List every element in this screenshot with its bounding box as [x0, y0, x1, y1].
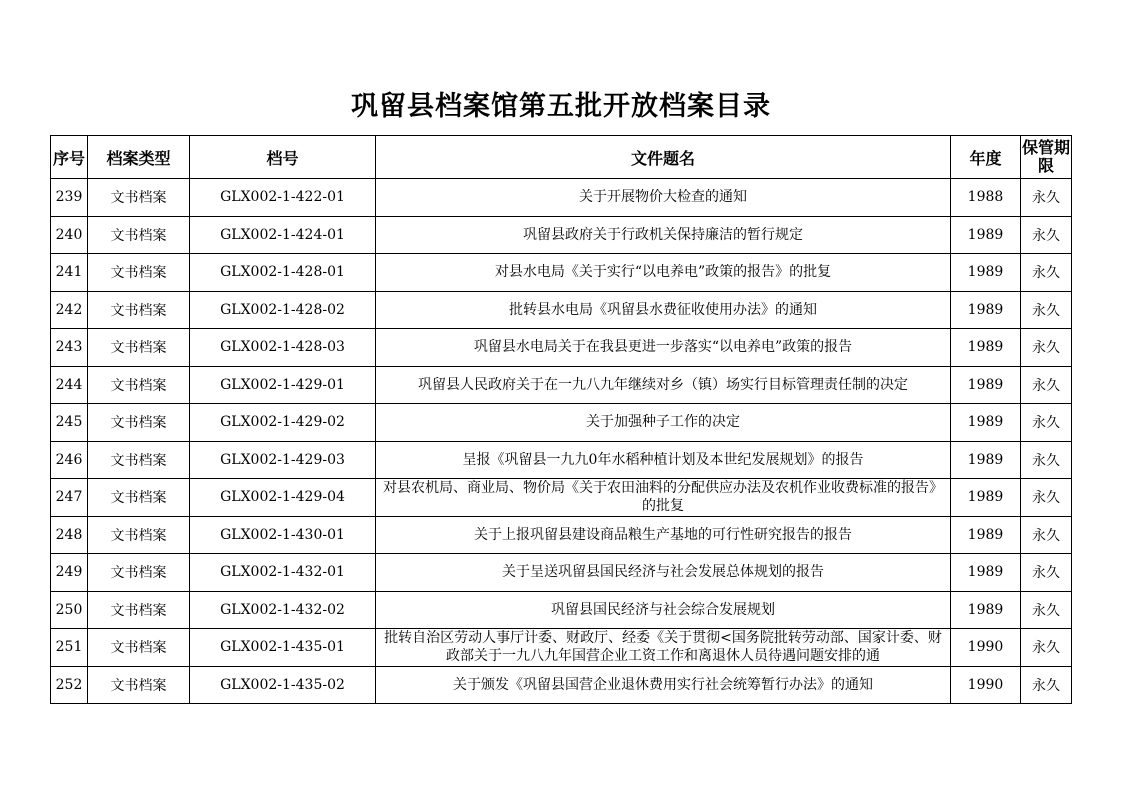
cell-retention: 永久: [1021, 591, 1072, 629]
cell-doc-title: [376, 591, 951, 629]
cell-type: 文书档案: [88, 329, 190, 367]
cell-archive-no: GLX002-1-435-01: [190, 629, 376, 667]
cell-retention: 永久: [1021, 179, 1072, 217]
doc-title-text: 关于上报巩留县建设商品粮生产基地的可行性研究报告的报告: [474, 526, 852, 543]
cell-seq: 248: [51, 516, 88, 554]
cell-doc-title: [376, 554, 951, 592]
cell-doc-title: [376, 441, 951, 479]
cell-seq: 250: [51, 591, 88, 629]
header-year: 年度: [951, 136, 1021, 179]
catalog-table: [50, 135, 1072, 704]
doc-title-text: 对县水电局《关于实行“以电养电”政策的报告》的批复: [494, 264, 832, 281]
doc-title-text: 对县农机局、商业局、物价局《关于农田油料的分配供应办法及农机作业收费标准的报告》的批复: [383, 480, 943, 515]
cell-type: 文书档案: [88, 441, 190, 479]
cell-archive-no: GLX002-1-429-04: [190, 479, 376, 517]
cell-seq: 252: [51, 666, 88, 704]
cell-type: 文书档案: [88, 179, 190, 217]
cell-doc-title: [376, 629, 951, 667]
cell-year: 1989: [951, 591, 1021, 629]
cell-doc-title: [376, 516, 951, 554]
cell-seq: 239: [51, 179, 88, 217]
cell-retention: 永久: [1021, 254, 1072, 292]
cell-year: 1989: [951, 254, 1021, 292]
doc-title-text: 关于开展物价大检查的通知: [579, 189, 747, 206]
cell-archive-no: GLX002-1-428-02: [190, 291, 376, 329]
cell-type: 文书档案: [88, 366, 190, 404]
cell-year: 1989: [951, 291, 1021, 329]
doc-title-text: 巩留县国民经济与社会综合发展规划: [551, 601, 775, 618]
cell-year: 1989: [951, 441, 1021, 479]
doc-title-text: 巩留县政府关于行政机关保持廉洁的暂行规定: [523, 226, 803, 243]
cell-type: 文书档案: [88, 479, 190, 517]
cell-seq: 240: [51, 216, 88, 254]
cell-retention: 永久: [1021, 629, 1072, 667]
cell-archive-no: GLX002-1-435-02: [190, 666, 376, 704]
cell-archive-no: GLX002-1-428-03: [190, 329, 376, 367]
cell-seq: 244: [51, 366, 88, 404]
cell-year: 1990: [951, 629, 1021, 667]
header-seq: 序号: [51, 136, 88, 179]
header-archive-no: 档号: [190, 136, 376, 179]
table-row: [51, 666, 1072, 704]
cell-archive-no: GLX002-1-429-03: [190, 441, 376, 479]
cell-type: 文书档案: [88, 629, 190, 667]
cell-doc-title: [376, 404, 951, 442]
cell-doc-title: [376, 329, 951, 367]
doc-title-text: 批转县水电局《巩留县水费征收使用办法》的通知: [509, 301, 817, 318]
cell-archive-no: GLX002-1-432-01: [190, 554, 376, 592]
cell-type: 文书档案: [88, 291, 190, 329]
cell-doc-title: [376, 216, 951, 254]
table-row: [51, 329, 1072, 367]
cell-doc-title: [376, 479, 951, 517]
table-row: [51, 629, 1072, 667]
header-retention: 保管期限: [1021, 136, 1072, 179]
doc-title-text: 呈报《巩留县一九九0年水稻种植计划及本世纪发展规划》的报告: [462, 451, 864, 468]
cell-retention: 永久: [1021, 216, 1072, 254]
cell-year: 1990: [951, 666, 1021, 704]
cell-seq: 241: [51, 254, 88, 292]
cell-year: 1989: [951, 216, 1021, 254]
cell-year: 1989: [951, 329, 1021, 367]
cell-seq: 245: [51, 404, 88, 442]
cell-retention: 永久: [1021, 666, 1072, 704]
cell-retention: 永久: [1021, 441, 1072, 479]
cell-retention: 永久: [1021, 479, 1072, 517]
table-row: [51, 591, 1072, 629]
cell-year: 1988: [951, 179, 1021, 217]
cell-archive-no: GLX002-1-424-01: [190, 216, 376, 254]
table-row: [51, 291, 1072, 329]
table-row: [51, 179, 1072, 217]
cell-retention: 永久: [1021, 329, 1072, 367]
cell-type: 文书档案: [88, 554, 190, 592]
cell-archive-no: GLX002-1-429-02: [190, 404, 376, 442]
cell-year: 1989: [951, 516, 1021, 554]
page-title: 巩留县档案馆第五批开放档案目录: [351, 91, 771, 122]
cell-retention: 永久: [1021, 554, 1072, 592]
cell-retention: 永久: [1021, 404, 1072, 442]
table-row: [51, 216, 1072, 254]
table-row: [51, 441, 1072, 479]
cell-retention: 永久: [1021, 291, 1072, 329]
cell-retention: 永久: [1021, 366, 1072, 404]
cell-type: 文书档案: [88, 404, 190, 442]
cell-doc-title: [376, 366, 951, 404]
cell-seq: 243: [51, 329, 88, 367]
doc-title-text: 批转自治区劳动人事厅计委、财政厅、经委《关于贯彻<国务院批转劳动部、国家计委、财政部关于一九八九年国营企业工资工作和离退休人员待遇问题安排的通: [384, 630, 942, 665]
cell-archive-no: GLX002-1-430-01: [190, 516, 376, 554]
cell-archive-no: GLX002-1-422-01: [190, 179, 376, 217]
cell-type: 文书档案: [88, 216, 190, 254]
doc-title-text: 关于呈送巩留县国民经济与社会发展总体规划的报告: [502, 564, 824, 581]
table-row: [51, 254, 1072, 292]
doc-title-text: 关于加强种子工作的决定: [586, 414, 740, 431]
cell-seq: 247: [51, 479, 88, 517]
header-type: 档案类型: [88, 136, 190, 179]
cell-type: 文书档案: [88, 666, 190, 704]
table-row: [51, 516, 1072, 554]
cell-retention: 永久: [1021, 516, 1072, 554]
cell-type: 文书档案: [88, 516, 190, 554]
table-row: [51, 366, 1072, 404]
cell-seq: 246: [51, 441, 88, 479]
cell-seq: 251: [51, 629, 88, 667]
doc-title-text: 巩留县人民政府关于在一九八九年继续对乡（镇）场实行目标管理责任制的决定: [418, 376, 908, 393]
table-header-row: [51, 136, 1072, 179]
cell-archive-no: GLX002-1-428-01: [190, 254, 376, 292]
cell-seq: 242: [51, 291, 88, 329]
table-row: [51, 554, 1072, 592]
cell-year: 1989: [951, 554, 1021, 592]
cell-year: 1989: [951, 404, 1021, 442]
header-doc-title: 文件题名: [376, 136, 951, 179]
cell-doc-title: [376, 254, 951, 292]
cell-doc-title: [376, 179, 951, 217]
cell-seq: 249: [51, 554, 88, 592]
doc-title-text: 关于颁发《巩留县国营企业退休费用实行社会统筹暂行办法》的通知: [453, 676, 873, 693]
doc-title-text: 巩留县水电局关于在我县更进一步落实“以电养电”政策的报告: [473, 339, 853, 356]
cell-year: 1989: [951, 479, 1021, 517]
cell-doc-title: [376, 291, 951, 329]
cell-type: 文书档案: [88, 591, 190, 629]
table-row: [51, 479, 1072, 517]
cell-archive-no: GLX002-1-432-02: [190, 591, 376, 629]
cell-archive-no: GLX002-1-429-01: [190, 366, 376, 404]
cell-type: 文书档案: [88, 254, 190, 292]
table-row: [51, 404, 1072, 442]
cell-year: 1989: [951, 366, 1021, 404]
cell-doc-title: [376, 666, 951, 704]
